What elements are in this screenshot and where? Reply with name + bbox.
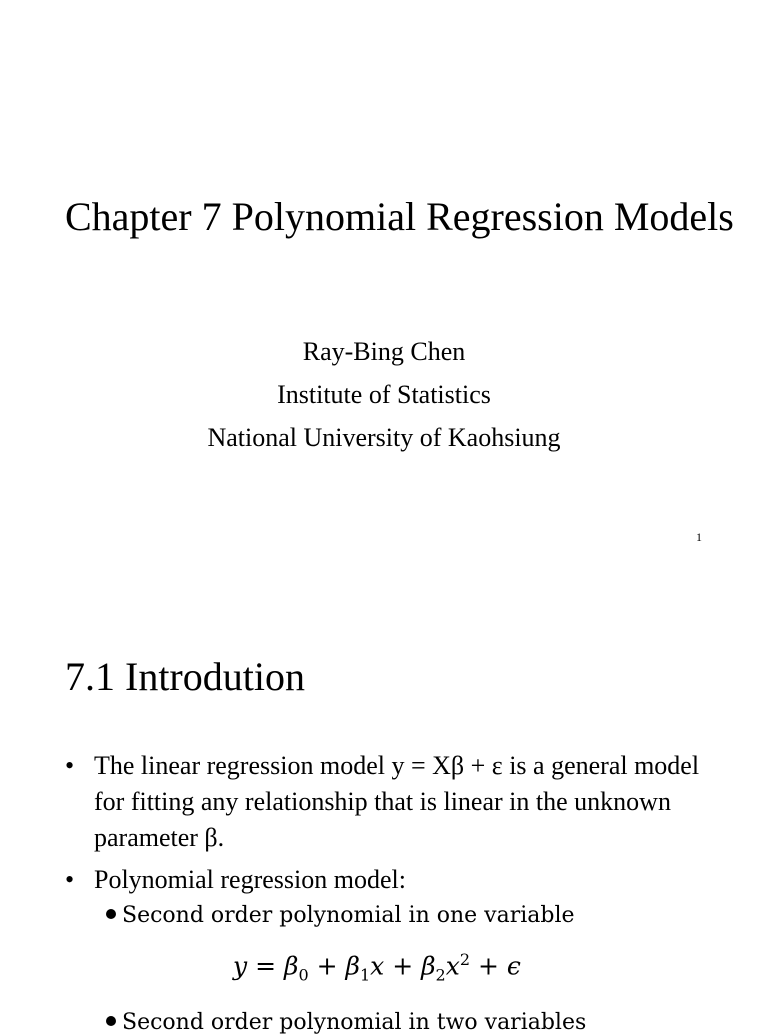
chapter-title: Chapter 7 Polynomial Regression Models	[65, 194, 734, 239]
bullet-icon: •	[65, 865, 75, 894]
sub-bullet-item	[106, 903, 575, 928]
equation-beta: β	[283, 951, 299, 981]
university-name: National University of Kaohsiung	[207, 423, 561, 452]
equation-plus: +	[316, 951, 338, 981]
sub-bullet-item	[106, 1010, 586, 1035]
equation-x: x	[445, 951, 460, 981]
institute-name: Institute of Statistics	[277, 380, 491, 409]
equation-subscript: 0	[298, 965, 309, 985]
bullet-item	[65, 862, 725, 898]
equation-epsilon: ϵ	[506, 951, 521, 981]
equation-beta: β	[345, 951, 360, 981]
equation-beta: β	[421, 951, 436, 981]
bullet-text: Polynomial regression model:	[94, 865, 406, 894]
equation-y: y	[233, 951, 248, 981]
sub-bullet-text: Second order polynomial in one variable	[122, 903, 575, 928]
equation-x: x	[370, 951, 385, 981]
bullet-item	[65, 748, 725, 856]
page-number: 1	[696, 530, 702, 544]
equation-exponent: 2	[459, 950, 471, 969]
author-name: Ray-Bing Chen	[302, 337, 466, 366]
equation-equals: =	[255, 951, 277, 981]
sub-bullet-text: Second order polynomial in two variables	[122, 1010, 587, 1035]
bullet-dot-icon	[106, 1016, 116, 1026]
author-block	[0, 330, 768, 459]
equation-subscript: 2	[435, 965, 446, 985]
bullet-dot-icon	[106, 909, 116, 919]
bullet-icon: •	[65, 751, 75, 780]
bullet-list	[65, 748, 725, 904]
equation-subscript: 1	[359, 965, 371, 985]
polynomial-equation	[233, 950, 521, 984]
section-heading: 7.1 Introdution	[65, 654, 305, 699]
equation-plus: +	[477, 951, 499, 981]
introduction-slide	[0, 570, 768, 1035]
equation-plus: +	[392, 951, 414, 981]
bullet-text: The linear regression model y = Xβ + ε is a general model for fitting any relationship that is linear in the unknown parameter β.	[94, 751, 700, 852]
